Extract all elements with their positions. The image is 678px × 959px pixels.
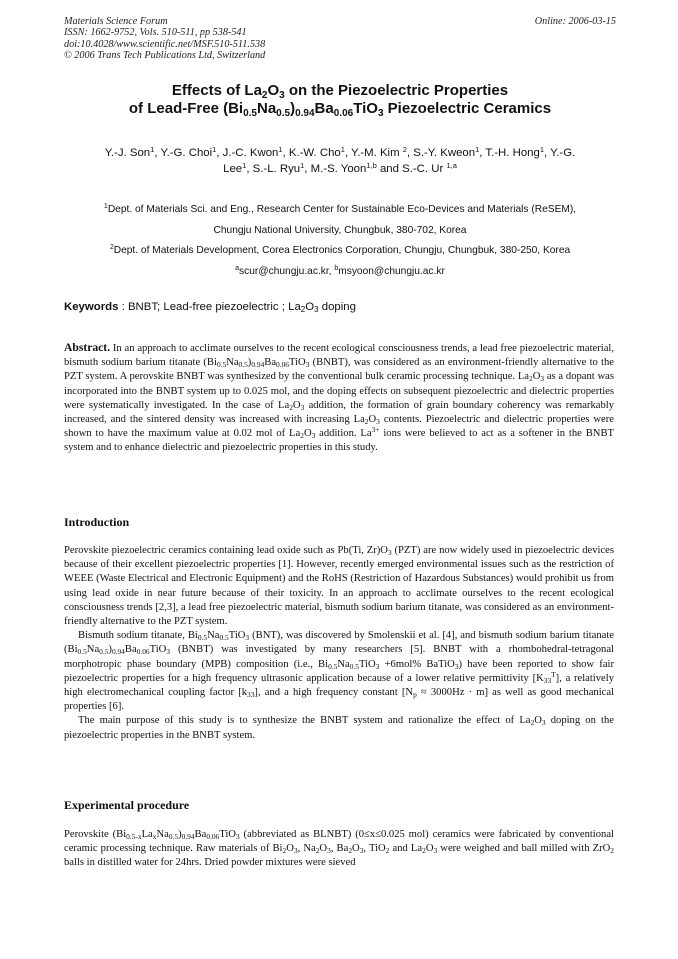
paper-title xyxy=(60,82,620,118)
introduction-body xyxy=(64,544,614,743)
journal-issn: ISSN: 1662-9752, Vols. 510-511, pp 538-541 xyxy=(64,27,247,39)
experimental-body xyxy=(64,828,614,871)
introduction-heading: Introduction xyxy=(64,515,130,529)
intro-paragraph-3: The main purpose of this study is to synthesize the BNBT system and rationalize the effect of $La_2O_3$ doping on the piezoelectric properties in the BNBT system. xyxy=(64,715,614,741)
affiliation-2: $^2$Dept. of Materials Development, Corea Electronics Corporation, Chungju, Chungbuk, 380-250, Korea xyxy=(109,244,571,256)
abstract: Abstract. In an approach to acclimate ourselves to the recent ecological consciousness trends, a lead free piezoelectric material, bismuth sodium barium titanate $(Bi_{0.5}Na_{0.5})_{0.94}Ba_{0.06}TiO_3$ (BNBT), was considered as an environment-friendly alternative to the PZT system. A perovskite BNBT was synthesized by the conventional bulk ceramic processing technique. $La_2O_3$ as a dopant was incorporated into the BNBT system up to 0.025 mol, and the doping effects on subsequent piezoelectric and dielectric properties were systematically investigated. In the case of $La_2O_3$ addition, the formation of grain boundary coherency was remarkably increased, and the sintered density was increased with increasing $La_2O_3$ contents. Piezoelectric and dielectric properties were shown to have the maximum value at 0.02 mol of $La_2O_3$ addition. $La^{3+}$ ions were believed to act as a softener in the BNBT system and to enhance dielectric and piezoelectric properties in this study. xyxy=(64,341,614,454)
experimental-paragraph-1: Perovskite $(Bi_{0.5-x}La_xNa_{0.5})_{0.94}Ba_{0.06}TiO_3$ (abbreviated as BLNBT) (0≤x≤0.025 mol) ceramics were fabricated by conventional ceramic processing technique. Raw materials of $Bi_2O_3$, $Na_2O_3$, $Ba_2O_3$, TiO$_2$ and $La_2O_3$ were weighed and ball milled with ZrO$_2$ balls in distilled water for 24hrs. Dried powder mixtures were sieved xyxy=(64,829,614,869)
experimental-heading: Experimental procedure xyxy=(64,798,190,812)
title-line-1: Effects of $La_2O_3$ on the Piezoelectric Properties xyxy=(171,82,509,101)
affiliation-1-cont: Chungju National University, Chungbuk, 380-702, Korea xyxy=(213,224,467,236)
title-line-2: of Lead-Free $(Bi_{0.5}Na_{0.5})_{0.94}Ba_{0.06}TiO_3$ Piezoelectric Ceramics xyxy=(128,100,552,119)
intro-paragraph-1: Perovskite piezoelectric ceramics containing lead oxide such as Pb(Ti, $Zr)O_3$ (PZT) are now widely used in piezoelectric devices because of their excellent piezoelectric properties [1]. However, recently emerged environmental issues such as the restriction of WEEE (Waste Electrical and Electronic Equipment) and the RoHS (Restriction of Hazardous Substances) would prohibit us from using lead oxide in near future because of their toxicity. In an approach to acclimate ourselves to the recent ecological consciousness trends [2,3], a lead free piezoelectric material, bismuth sodium barium titanate, was considered as an environment-friendly alternative to the PZT system. xyxy=(64,545,614,628)
journal-header xyxy=(64,16,616,62)
journal-doi: doi:10.4028/www.scientific.net/MSF.510-511.538 xyxy=(64,38,266,50)
intro-paragraph-2: Bismuth sodium titanate, $Bi_{0.5}Na_{0.5}TiO_3$ (BNT), was discovered by Smolenskii et al. [4], and bismuth sodium barium titanate $(Bi_{0.5}Na_{0.5})_{0.94}Ba_{0.06}TiO_3$ (BNBT) was investigated by many researchers [5]. BNBT with a rhombohedral-tetragonal morphotropic phase boundary (MPB) composition (i.e., $Bi_{0.5}Na_{0.5}TiO_3 +6mol\%$ BaTiO$_3$) have been reported to show fair piezoelectric properties for a high frequency ultrasonic application because of a lower relative permittivity $[K_{33}^T]$, a relatively high electromechanical coupling factor $[k_{33}]$, and a high frequency constant $[N_p \approx 3000Hz \cdot m]$ as well as good mechanical properties [6]. xyxy=(64,630,614,713)
abstract-label: Abstract. xyxy=(64,341,111,354)
author-emails: $^a$scur@chungju.ac.kr, $^b$msyoon@chungju.ac.kr xyxy=(235,264,445,277)
journal-name: Materials Science Forum xyxy=(64,16,168,27)
keywords: Keywords : BNBT; Lead-free piezoelectric ; $La_2O_3$ doping xyxy=(64,301,356,314)
affiliation-1: $^1$Dept. of Materials Sci. and Eng., Research Center for Sustainable Eco-Devices and Materials (ReSEM), xyxy=(103,203,577,215)
online-date: Online: 2006-03-15 xyxy=(534,16,616,27)
affiliations xyxy=(60,200,620,282)
author-list: Y.-J. Son$^1$, Y.-G. Choi$^1$, J.-C. Kwon$^1$, K.-W. Cho$^1$, Y.-M. Kim $^2$, S.-Y. Kweon$^1$, T.-H. Hong$^1$, Y.-G. Lee$^1$, S.-L. Ryu$^1$, M.-S. Yoon$^{1,b}$ and S.-C. Ur $^{1,a}$ xyxy=(104,145,576,175)
journal-copyright: © 2006 Trans Tech Publications Ltd, Switzerland xyxy=(64,50,266,62)
